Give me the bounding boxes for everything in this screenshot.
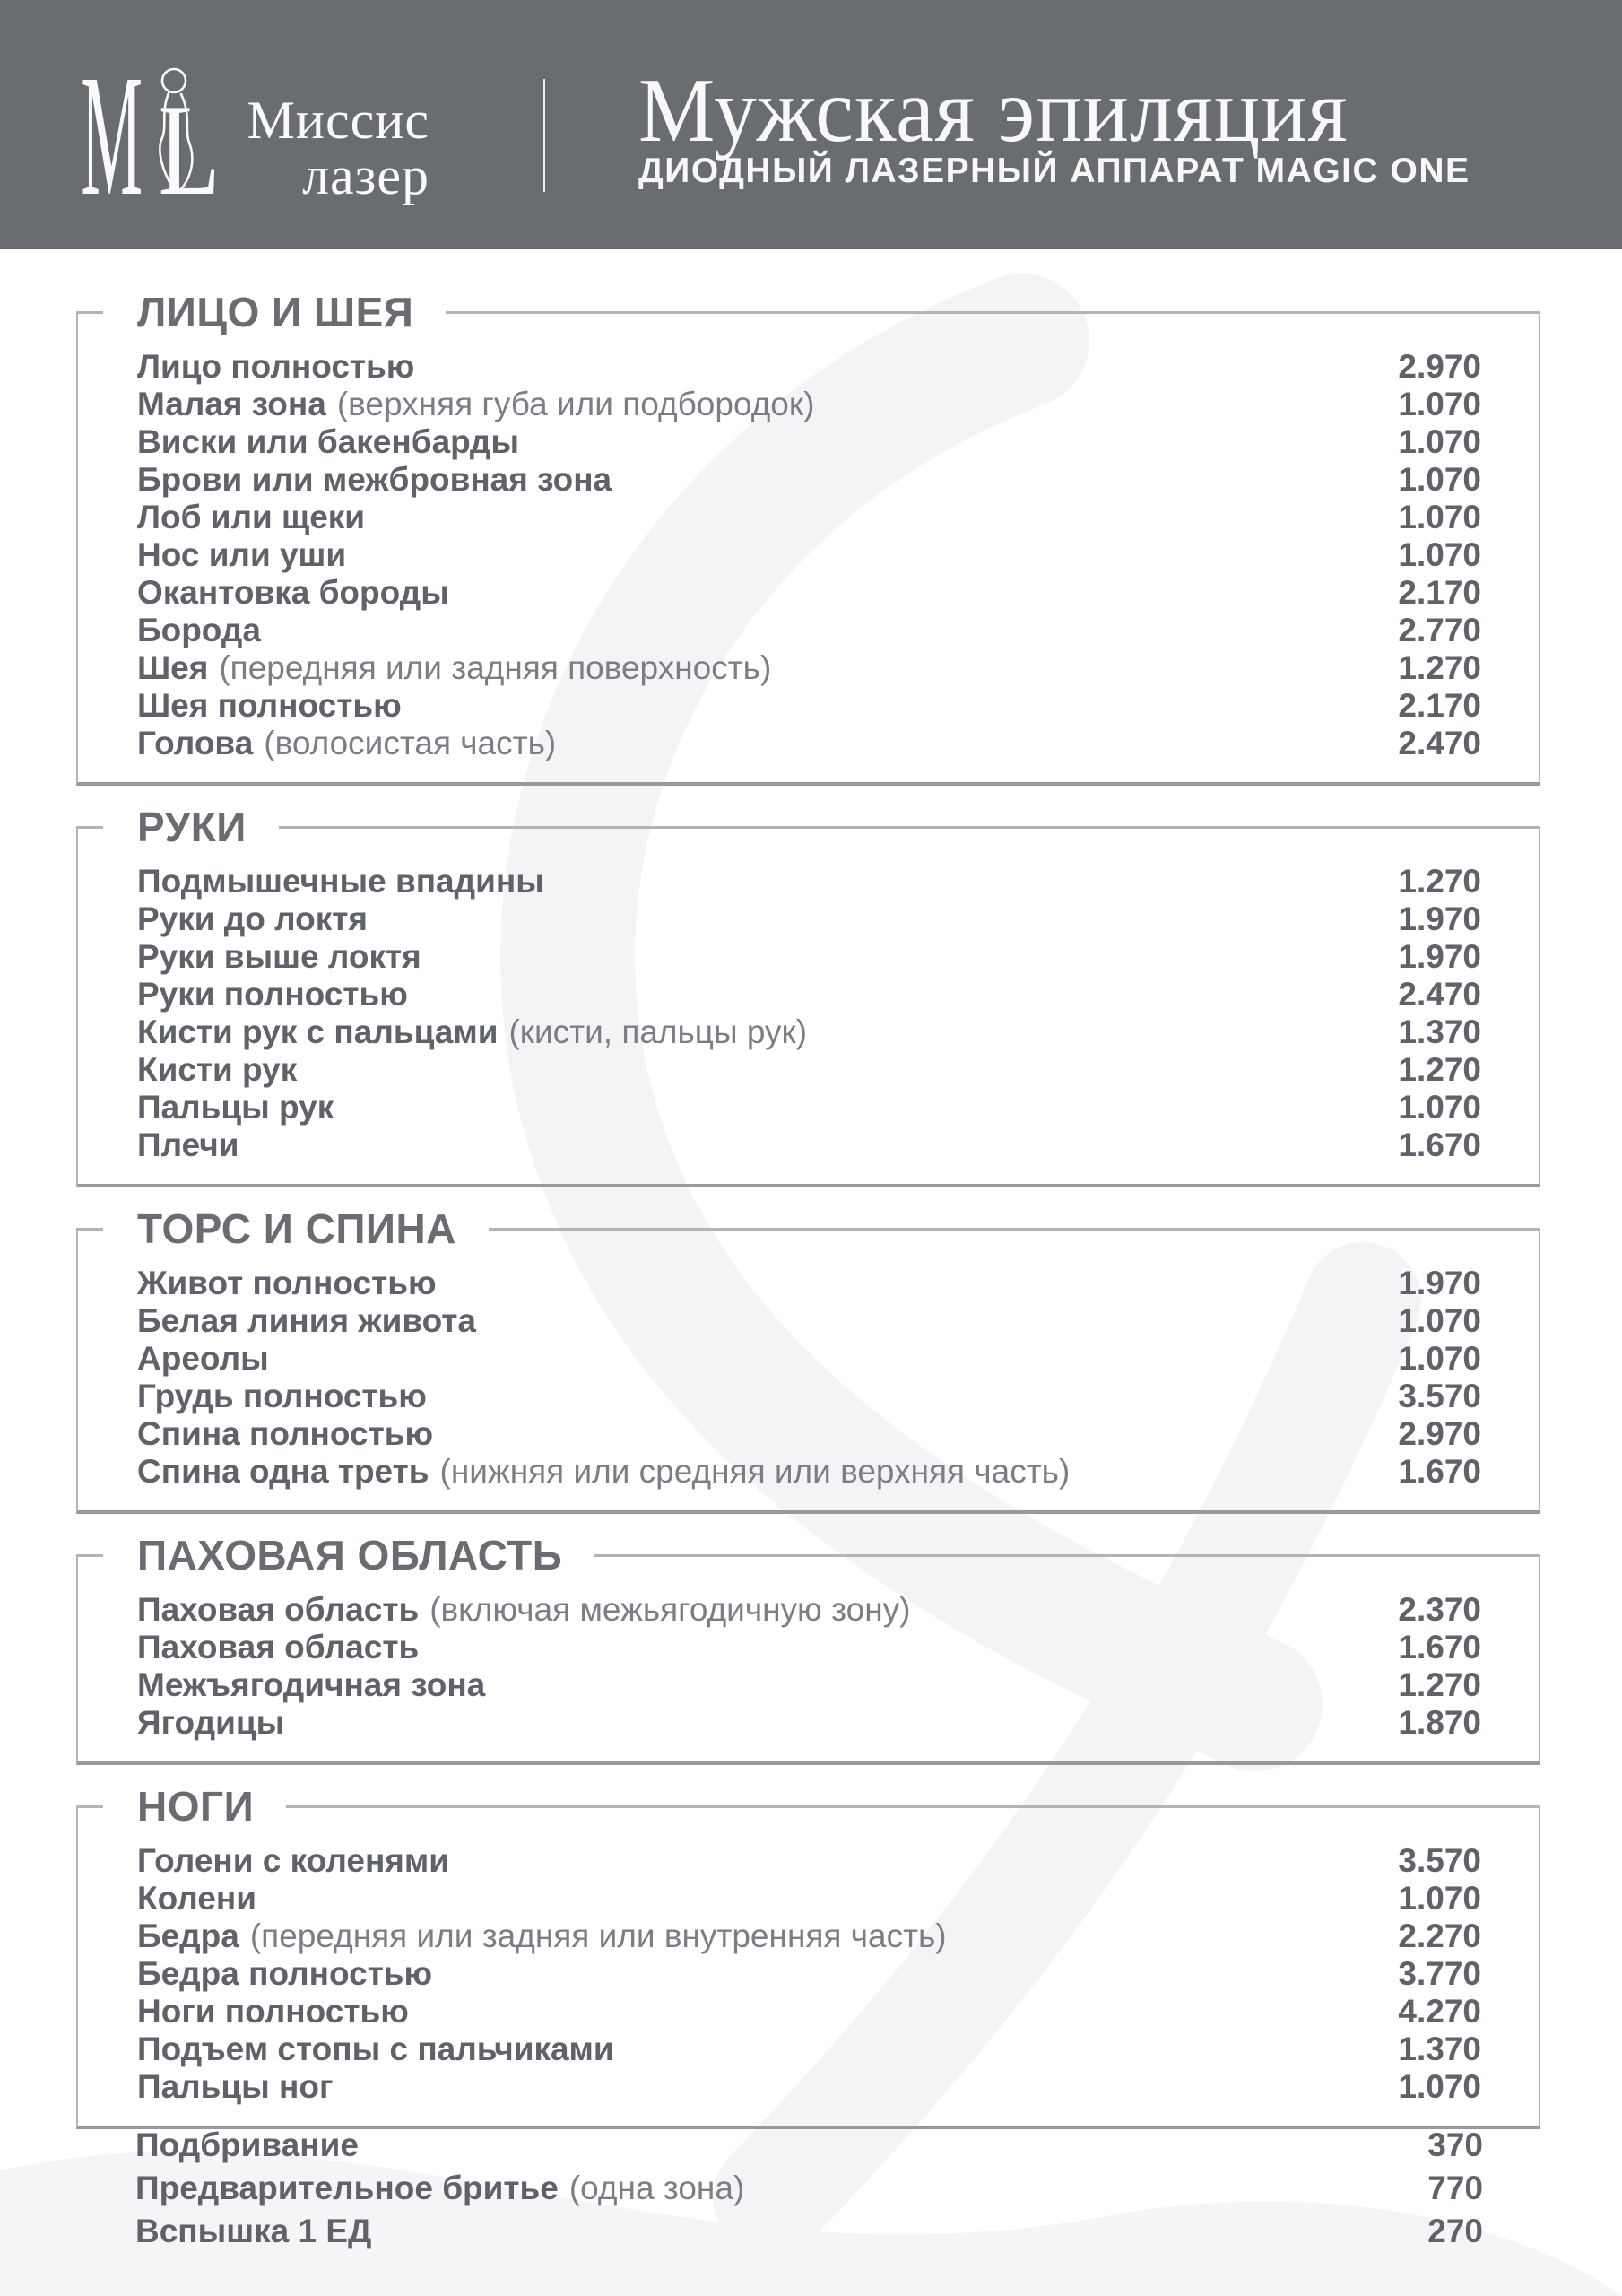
item-note: (нижняя или средняя или верхняя часть)	[439, 1453, 1071, 1490]
price-row	[137, 976, 1481, 1013]
section-corner-line	[76, 1554, 103, 1557]
section-rule-line	[594, 1554, 1540, 1557]
item-price: 2.970	[1398, 1415, 1481, 1452]
item-price: 2.370	[1398, 1591, 1481, 1628]
item-price: 1.070	[1398, 1302, 1481, 1339]
section-title: ПАХОВАЯ ОБЛАСТЬ	[137, 1532, 563, 1578]
section-corner-line	[76, 826, 103, 829]
price-row	[137, 348, 1481, 386]
section-box-1	[76, 289, 1540, 786]
item-label: Пальцы рук	[137, 1089, 334, 1126]
item-label: Голени с коленями	[137, 1842, 449, 1879]
item-price: 1.070	[1398, 461, 1481, 498]
section-box-3	[76, 1205, 1540, 1514]
item-price: 2.770	[1398, 612, 1481, 648]
item-label: Руки выше локтя	[137, 938, 421, 975]
item-label: Ноги полностью	[137, 1993, 409, 2030]
item-note: (кисти, пальцы рук)	[508, 1013, 808, 1050]
price-row	[137, 2068, 1481, 2106]
section-rows	[137, 1842, 1481, 2106]
item-label: Спина одна треть	[137, 1453, 429, 1490]
section-title: РУКИ	[137, 804, 247, 850]
section-rule-line	[286, 1805, 1540, 1808]
item-price: 1.070	[1398, 1089, 1481, 1126]
price-row	[137, 1955, 1481, 1993]
price-row	[137, 1378, 1481, 1415]
item-price: 1.270	[1398, 649, 1481, 686]
price-row	[137, 1842, 1481, 1880]
price-row	[137, 1089, 1481, 1126]
item-price: 2.170	[1398, 574, 1481, 611]
item-price: 1.370	[1398, 2031, 1481, 2067]
item-price: 3.770	[1398, 1955, 1481, 1992]
page-title: Мужская эпиляция	[638, 58, 1349, 161]
item-label: Брови или межбровная зона	[137, 461, 612, 498]
item-label: Кисти рук	[137, 1051, 298, 1088]
price-row	[137, 649, 1481, 687]
item-label: Колени	[137, 1880, 256, 1917]
price-row	[137, 863, 1481, 900]
item-price: 1.070	[1398, 499, 1481, 535]
price-row	[137, 1591, 1481, 1629]
item-label: Лицо полностью	[137, 348, 415, 385]
item-label: Кисти рук с пальцами	[137, 1013, 499, 1050]
price-row	[135, 2124, 1483, 2167]
item-label: Борода	[137, 612, 261, 648]
item-label: Подъем стопы с пальчиками	[137, 2031, 614, 2067]
item-price: 1.270	[1398, 863, 1481, 900]
section-rows	[137, 1591, 1481, 1742]
price-row	[137, 1453, 1481, 1491]
item-price: 1.070	[1398, 1880, 1481, 1917]
item-label: Шея	[137, 649, 209, 686]
price-row	[137, 423, 1481, 461]
section-title: НОГИ	[137, 1783, 255, 1830]
section-corner-line	[76, 1228, 103, 1231]
price-row	[137, 1993, 1481, 2031]
item-price: 2.470	[1398, 976, 1481, 1013]
item-price: 2.170	[1398, 687, 1481, 724]
price-row	[137, 1302, 1481, 1340]
item-price: 2.270	[1398, 1918, 1481, 1954]
item-note: (волосистая часть)	[264, 725, 557, 761]
item-price: 1.070	[1398, 423, 1481, 460]
brand-logo	[67, 45, 444, 206]
section-header-rule	[76, 803, 1540, 851]
price-row	[137, 1629, 1481, 1666]
item-price: 3.570	[1398, 1842, 1481, 1879]
item-price: 270	[1427, 2213, 1483, 2249]
header-divider	[543, 79, 545, 192]
price-row	[137, 938, 1481, 976]
header-banner	[0, 0, 1622, 249]
item-label: Паховая область	[137, 1591, 420, 1628]
item-label: Плечи	[137, 1126, 239, 1163]
item-price: 370	[1427, 2126, 1483, 2163]
item-price: 1.070	[1398, 386, 1481, 422]
price-row	[137, 1051, 1481, 1089]
item-label: Подбривание	[135, 2126, 359, 2163]
price-row	[137, 2031, 1481, 2068]
price-row	[137, 1340, 1481, 1378]
item-price: 3.570	[1398, 1378, 1481, 1414]
item-label: Бедра	[137, 1918, 239, 1954]
item-label: Руки полностью	[137, 976, 408, 1013]
price-row	[137, 1013, 1481, 1051]
item-label: Паховая область	[137, 1629, 420, 1665]
price-row	[137, 461, 1481, 499]
item-label: Пальцы ног	[137, 2068, 334, 2105]
item-price: 1.270	[1398, 1666, 1481, 1703]
item-price: 1.670	[1398, 1453, 1481, 1490]
section-title: ЛИЦО И ШЕЯ	[137, 289, 414, 335]
item-note: (включая межьягодичную зону)	[429, 1591, 911, 1628]
price-row	[137, 1704, 1481, 1742]
price-row	[137, 1666, 1481, 1704]
logo-monogram-l: L	[158, 77, 221, 206]
item-label: Лоб или щеки	[137, 499, 366, 535]
item-label: Нос или уши	[137, 536, 347, 573]
section-rule-line	[489, 1228, 1540, 1231]
item-label: Белая линия живота	[137, 1302, 476, 1339]
section-box-5	[76, 1783, 1540, 2129]
item-label: Шея полностью	[137, 687, 402, 724]
item-label: Малая зона	[137, 386, 326, 422]
section-box-4	[76, 1532, 1540, 1765]
brand-name-line2: лазер	[302, 146, 429, 205]
item-price: 2.970	[1398, 348, 1481, 385]
section-box-2	[76, 804, 1540, 1187]
section-corner-line	[76, 1805, 103, 1808]
item-price: 2.470	[1398, 725, 1481, 761]
price-row	[137, 687, 1481, 725]
item-price: 1.670	[1398, 1629, 1481, 1665]
section-corner-line	[76, 311, 103, 314]
section-header-rule	[76, 1205, 1540, 1253]
section-rows	[137, 863, 1481, 1164]
item-label: Межъягодичная зона	[137, 1666, 486, 1703]
item-note: (передняя или задняя поверхность)	[219, 649, 772, 686]
price-row	[137, 612, 1481, 649]
item-note: (верхняя губа или подбородок)	[336, 386, 815, 422]
item-label: Предварительное бритье	[135, 2170, 559, 2206]
item-price: 1.070	[1398, 2068, 1481, 2105]
item-price: 1.270	[1398, 1051, 1481, 1088]
item-label: Руки до локтя	[137, 900, 369, 937]
section-header-rule	[76, 1782, 1540, 1831]
price-row	[137, 725, 1481, 762]
price-row	[137, 1265, 1481, 1302]
price-row	[137, 1880, 1481, 1918]
item-label: Ягодицы	[137, 1704, 285, 1741]
price-row	[137, 900, 1481, 938]
item-label: Виски или бакенбарды	[137, 423, 519, 460]
item-price: 770	[1427, 2170, 1483, 2206]
item-label: Бедра полностью	[137, 1955, 433, 1992]
price-row	[137, 1126, 1481, 1164]
section-rows	[137, 348, 1481, 762]
item-price: 1.370	[1398, 1013, 1481, 1050]
page-subtitle: ДИОДНЫЙ ЛАЗЕРНЫЙ АППАРАТ MAGIC ONE	[638, 152, 1470, 190]
item-price: 4.270	[1398, 1993, 1481, 2030]
price-row	[137, 499, 1481, 536]
item-label: Ареолы	[137, 1340, 269, 1377]
section-rows	[137, 1265, 1481, 1491]
price-row	[137, 536, 1481, 574]
item-price: 1.970	[1398, 938, 1481, 975]
item-label: Грудь полностью	[137, 1378, 427, 1414]
price-row	[135, 2167, 1483, 2210]
price-row	[137, 1415, 1481, 1453]
price-row	[137, 574, 1481, 612]
item-label: Голова	[137, 725, 254, 761]
section-title: ТОРС И СПИНА	[137, 1205, 456, 1252]
item-label: Живот полностью	[137, 1265, 437, 1301]
item-label: Подмышечные впадины	[137, 863, 544, 900]
item-label: Вспышка 1 ЕД	[135, 2213, 372, 2249]
item-price: 1.970	[1398, 1265, 1481, 1301]
item-note: (передняя или задняя или внутренняя часть)	[249, 1918, 947, 1954]
section-rule-line	[446, 311, 1540, 314]
price-sections	[76, 249, 1540, 2129]
item-price: 1.870	[1398, 1704, 1481, 1741]
item-price: 1.070	[1398, 1340, 1481, 1377]
item-note: (одна зона)	[568, 2170, 745, 2206]
section-header-rule	[76, 1531, 1540, 1579]
item-label: Спина полностью	[137, 1415, 434, 1452]
section-rule-line	[279, 826, 1540, 829]
extra-services	[76, 2124, 1540, 2253]
item-label: Окантовка бороды	[137, 574, 449, 611]
section-header-rule	[76, 288, 1540, 336]
item-price: 1.670	[1398, 1126, 1481, 1163]
price-row	[137, 386, 1481, 423]
item-price: 1.070	[1398, 536, 1481, 573]
brand-name-line1: Миссис	[247, 91, 429, 150]
price-row	[135, 2210, 1483, 2253]
price-row	[137, 1918, 1481, 1955]
item-price: 1.970	[1398, 900, 1481, 937]
logo-monogram-m: M	[81, 45, 143, 206]
